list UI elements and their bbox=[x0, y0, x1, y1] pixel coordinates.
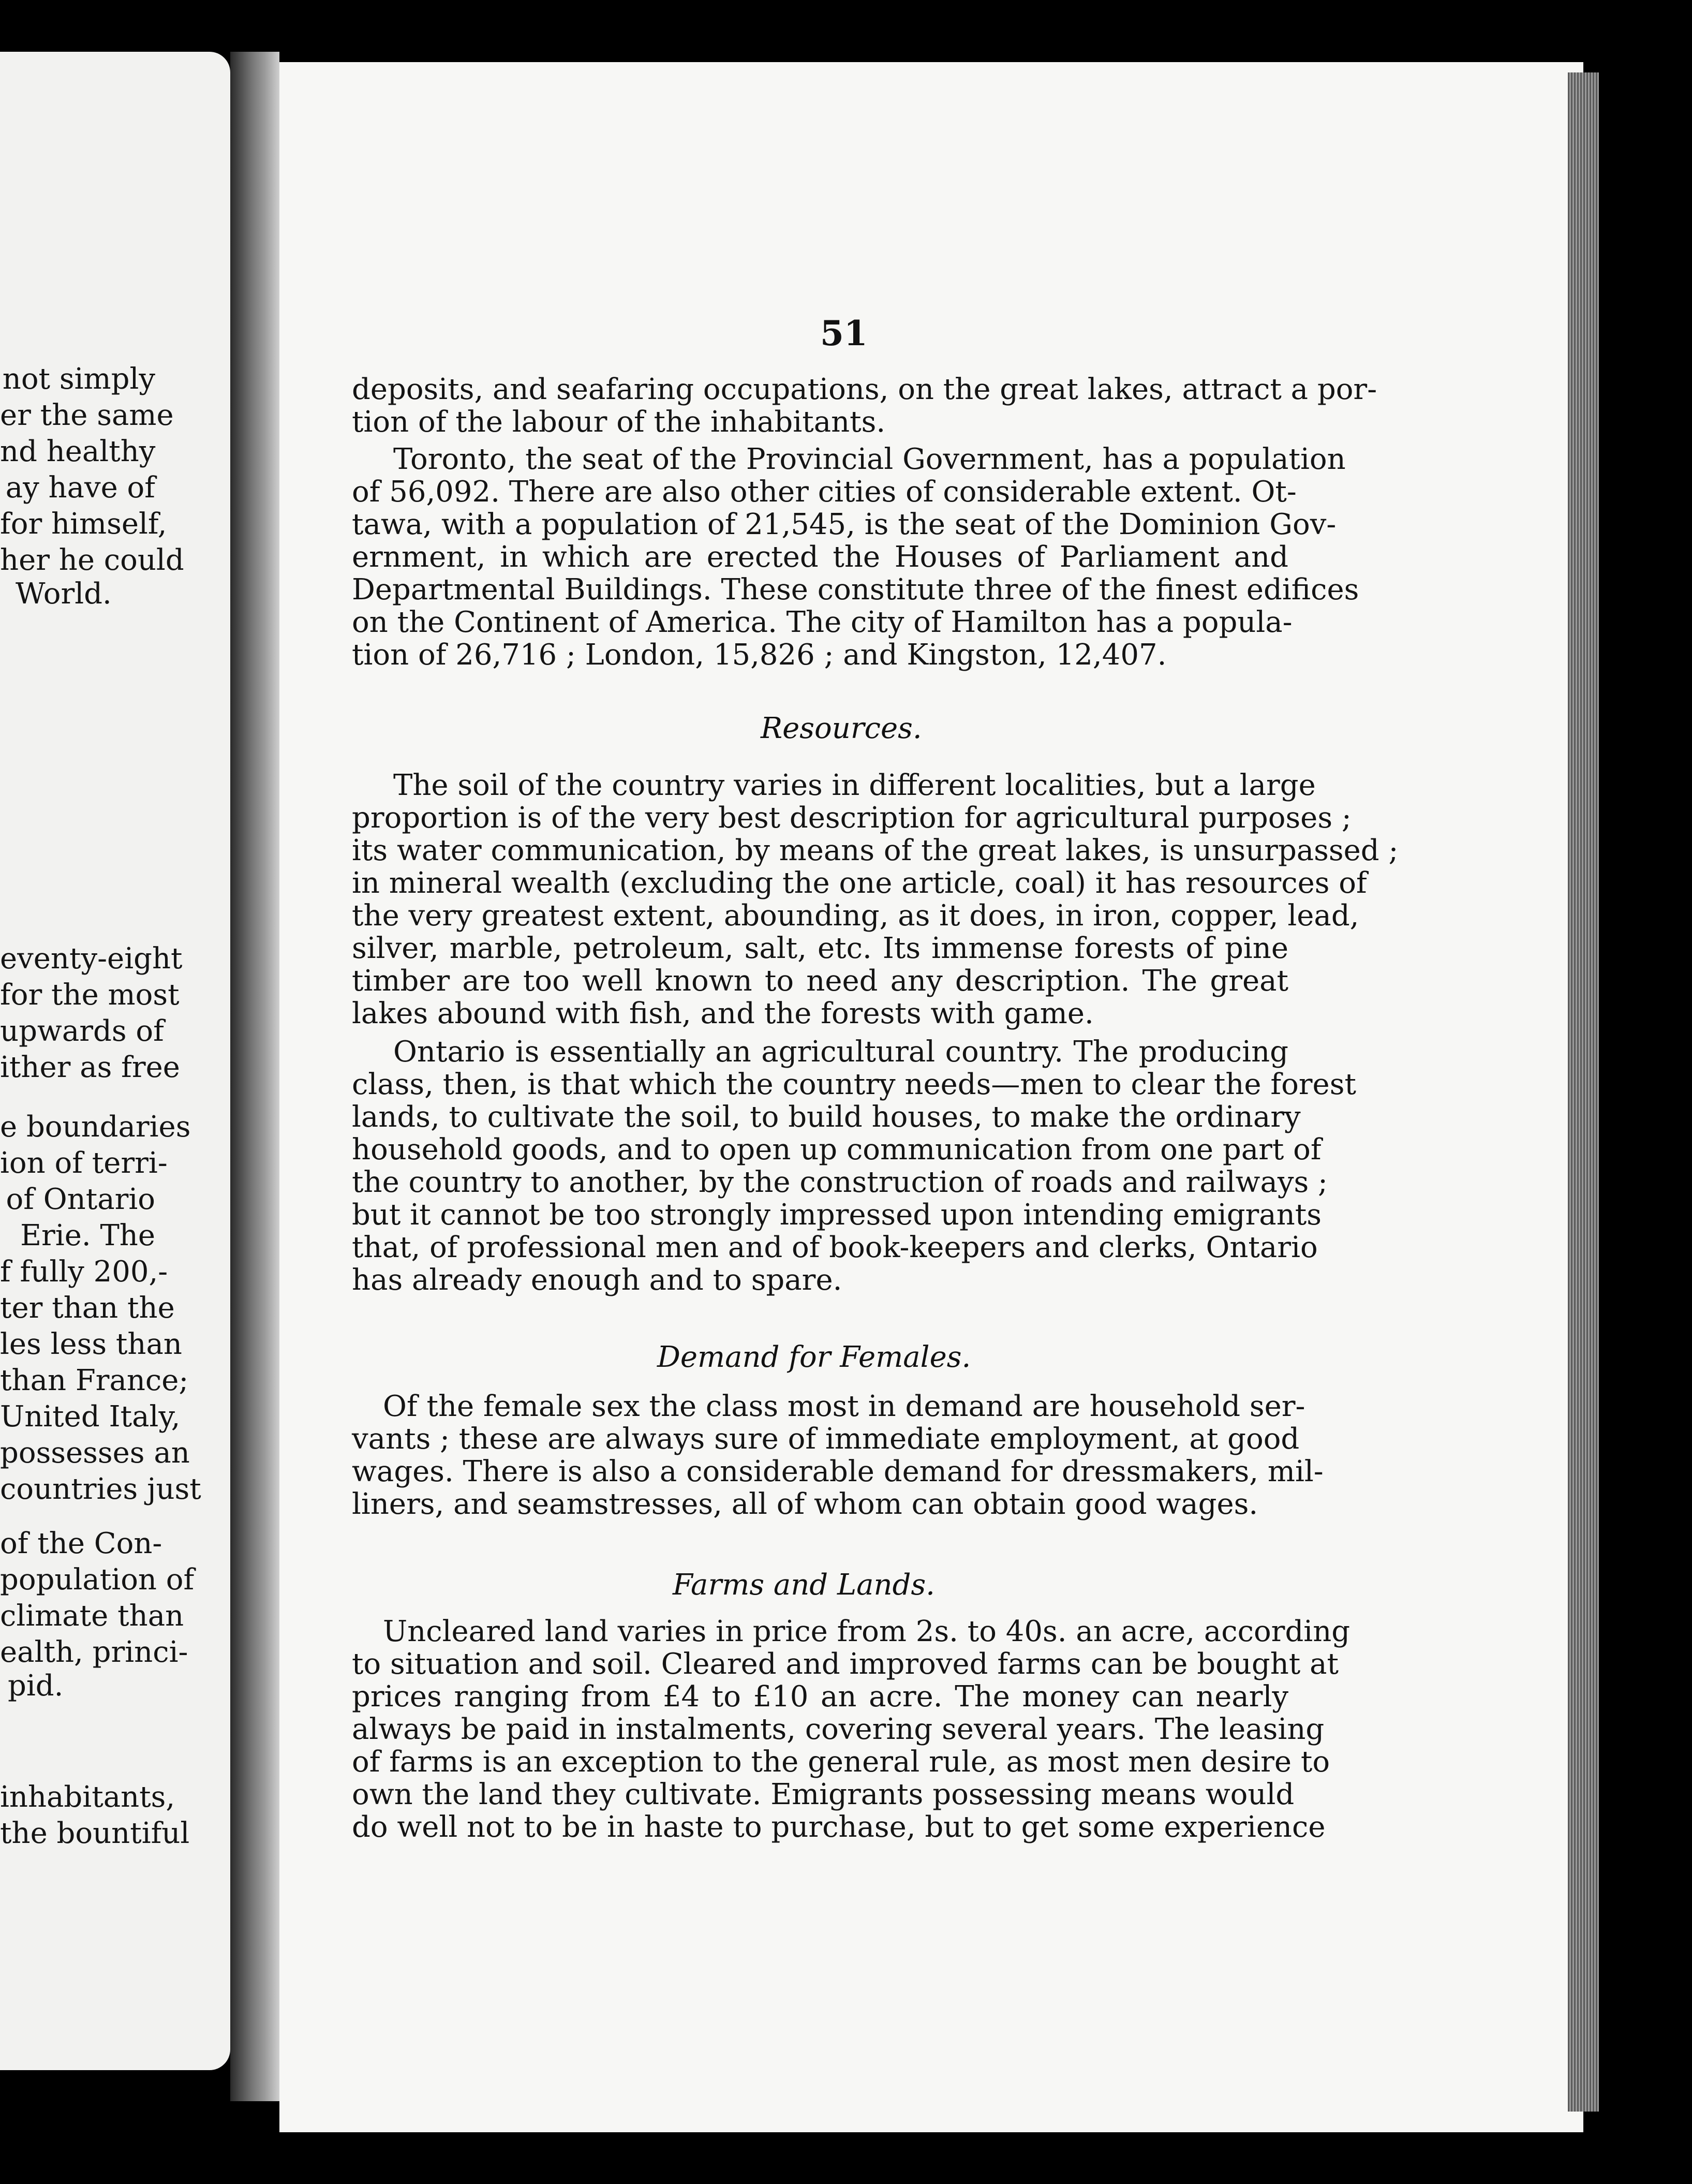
left-line: er the same bbox=[0, 399, 174, 432]
left-line: Erie. The bbox=[20, 1219, 155, 1252]
text-line: to situation and soil. Cleared and improved farms can be bought at bbox=[352, 1647, 1339, 1681]
text-line: in mineral wealth (excluding the one article, coal) it has resources of bbox=[352, 866, 1367, 900]
text-line: Of the female sex the class most in demand are household ser- bbox=[383, 1390, 1305, 1423]
left-line: the bountiful bbox=[0, 1817, 190, 1850]
left-line: World. bbox=[16, 577, 112, 611]
left-line: pid. bbox=[8, 1669, 64, 1703]
text-line: tawa, with a population of 21,545, is the seat of the Dominion Gov- bbox=[352, 508, 1337, 541]
left-line: of the Con- bbox=[0, 1527, 162, 1560]
left-line: ither as free bbox=[0, 1051, 180, 1084]
text-line: the country to another, by the construction of roads and railways ; bbox=[352, 1165, 1328, 1199]
left-line: of Ontario bbox=[6, 1183, 155, 1216]
left-line: United Italy, bbox=[0, 1400, 181, 1434]
text-line: Toronto, the seat of the Provincial Government, has a population bbox=[393, 442, 1346, 476]
section-heading-farms-and-lands: Farms and Lands. bbox=[673, 1568, 935, 1602]
text-line: has already enough and to spare. bbox=[352, 1263, 842, 1297]
text-line: liners, and seamstresses, all of whom can obtain good wages. bbox=[352, 1487, 1258, 1521]
text-line: proportion is of the very best description for agricultural purposes ; bbox=[352, 801, 1352, 835]
text-line: always be paid in instalments, covering several years. The leasing bbox=[352, 1713, 1325, 1746]
text-line: of farms is an exception to the general rule, as most men desire to bbox=[352, 1745, 1330, 1779]
left-line: population of bbox=[0, 1563, 195, 1597]
text-line: deposits, and seafaring occupations, on the great lakes, attract a por- bbox=[352, 373, 1377, 406]
left-line: upwards of bbox=[0, 1014, 164, 1048]
text-line: vants ; these are always sure of immediate employment, at good bbox=[352, 1422, 1300, 1456]
left-line: than France; bbox=[0, 1364, 189, 1397]
text-line: of 56,092. There are also other cities of considerable extent. Ot- bbox=[352, 475, 1297, 509]
text-line: Uncleared land varies in price from 2s. to 40s. an acre, according bbox=[383, 1615, 1350, 1648]
text-line: its water communication, by means of the great lakes, is unsurpassed ; bbox=[352, 834, 1399, 867]
left-line: not simply bbox=[2, 362, 155, 396]
left-line: e boundaries bbox=[0, 1110, 191, 1144]
left-line: ay have of bbox=[5, 471, 155, 505]
text-line: lakes abound with fish, and the forests with game. bbox=[352, 997, 1094, 1030]
text-line: The soil of the country varies in different localities, but a large bbox=[393, 769, 1316, 802]
section-heading-demand-for-females: Demand for Females. bbox=[657, 1340, 971, 1374]
text-line: class, then, is that which the country needs—men to clear the forest bbox=[352, 1068, 1356, 1101]
left-line: eventy-eight bbox=[0, 942, 183, 976]
left-line: climate than bbox=[0, 1599, 184, 1633]
text-line: Ontario is essentially an agricultural country. The producing bbox=[393, 1035, 1288, 1069]
text-line: wages. There is also a considerable demand for dressmakers, mil- bbox=[352, 1455, 1324, 1488]
left-line: countries just bbox=[0, 1472, 201, 1506]
left-line: for himself, bbox=[0, 507, 167, 541]
text-line: but it cannot be too strongly impressed upon intending emigrants bbox=[352, 1198, 1322, 1232]
page-edge bbox=[1568, 72, 1599, 2112]
page-number: 51 bbox=[820, 313, 868, 353]
text-line: on the Continent of America. The city of Hamilton has a popula- bbox=[352, 606, 1293, 639]
left-line: her he could bbox=[0, 543, 184, 577]
text-line: do well not to be in haste to purchase, but to get some experience bbox=[352, 1810, 1326, 1844]
left-line: les less than bbox=[0, 1327, 182, 1361]
text-line: Departmental Buildings. These constitute three of the finest edifices bbox=[352, 573, 1359, 607]
text-line: ernment, in which are erected the Houses of Parliament and bbox=[352, 540, 1288, 574]
text-line: that, of professional men and of book-keepers and clerks, Ontario bbox=[352, 1231, 1318, 1264]
left-line: ter than the bbox=[0, 1291, 175, 1325]
book-gutter bbox=[230, 52, 279, 2101]
text-line: tion of the labour of the inhabitants. bbox=[352, 405, 886, 439]
left-line: inhabitants, bbox=[0, 1780, 175, 1814]
left-line: nd healthy bbox=[0, 435, 156, 468]
left-line: possesses an bbox=[0, 1436, 190, 1470]
left-line: for the most bbox=[0, 978, 180, 1012]
text-line: tion of 26,716 ; London, 15,826 ; and Kingston, 12,407. bbox=[352, 638, 1167, 672]
section-heading-resources: Resources. bbox=[761, 712, 922, 745]
text-line: lands, to cultivate the soil, to build houses, to make the ordinary bbox=[352, 1100, 1301, 1134]
text-line: silver, marble, petroleum, salt, etc. Its immense forests of pine bbox=[352, 932, 1288, 965]
left-line: ealth, princi- bbox=[0, 1635, 188, 1669]
left-line: ion of terri- bbox=[0, 1146, 168, 1180]
text-line: own the land they cultivate. Emigrants possessing means would bbox=[352, 1778, 1295, 1811]
text-line: prices ranging from £4 to £10 an acre. The money can nearly bbox=[352, 1680, 1288, 1714]
text-line: household goods, and to open up communication from one part of bbox=[352, 1133, 1322, 1167]
left-line: f fully 200,- bbox=[0, 1255, 168, 1289]
text-line: timber are too well known to need any description. The great bbox=[352, 964, 1288, 998]
text-line: the very greatest extent, abounding, as it does, in iron, copper, lead, bbox=[352, 899, 1359, 933]
